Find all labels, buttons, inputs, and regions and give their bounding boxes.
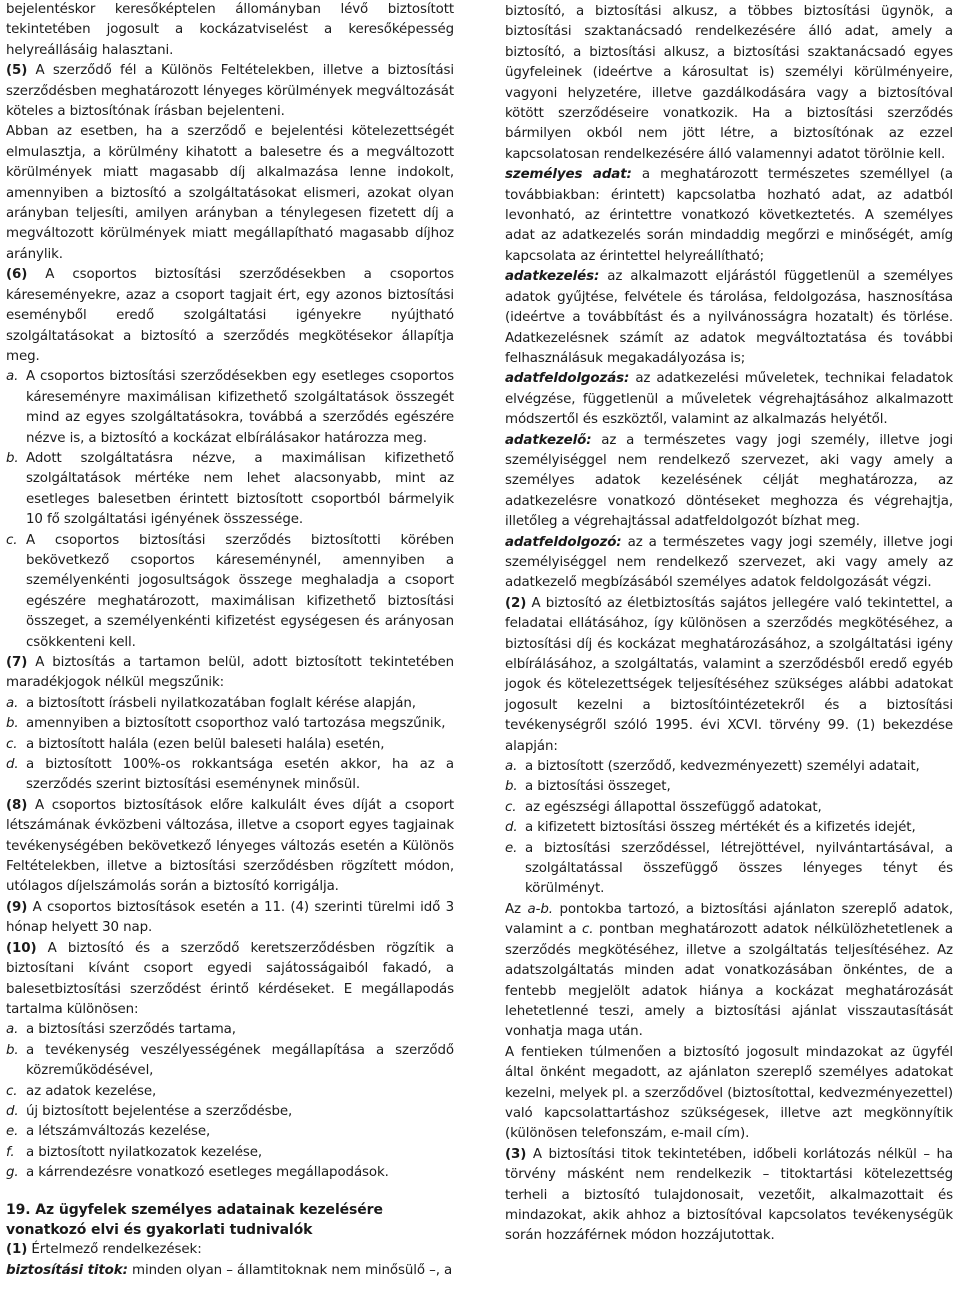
paragraph-text: pontban meghatározott adatok nélkülözhetetlenek a szerződés megkötéséhez, illetve a szolgáltatás teljesítéséhez. Az adatszolgáltatás minden adat vonatkozásában önkéntes, de a fentebb megjelölt adatok hiánya a kockázat meghatározását lehetetlenné teszi, amely a biztosítási ajánlat visszautasítását vonhatja maga után. [505,922,953,1040]
definition-term: biztosítási titok: [6,1262,128,1278]
list-item [6,1020,454,1040]
paragraph-number: (9) [6,899,28,915]
left-column [6,0,454,1281]
paragraph-text: A csoportos biztosítások előre kalkulált éves díját a csoport létszámának évközbeni változása, illetve a csoport egyes tagjainak tevékenységében bekövetkező lényeges változás esetén a Különös Feltételekben, illetve a biztosítási szerződésben rögzített módon, utólagos díjelszámolás során a biztosító korrigálja. [6,797,454,895]
list-marker: a. [6,695,19,711]
paragraph-number: (7) [6,655,28,670]
list-item [6,1082,454,1102]
list-marker: a. [505,759,518,775]
definition [505,165,953,267]
list-text: A csoportos biztosítási szerződésekben egy esetleges csoportos káreseményre maximálisan kifizethető szolgáltatások összegét mind az egyes szolgáltatásokra, továbbá a szerződés egészére nézve is, a biztosító a kockázat elbírálásakor határozza meg. [26,369,454,446]
list-marker: d. [6,1103,19,1119]
list-item [505,798,953,818]
list-text: a biztosítási összeget, [525,779,671,795]
definition-text: a meghatározott természetes személlyel (a továbbiakban: érintett) kapcsolatba hozható adat, az adatból levonható, az érintettre vonatkozó következtetés. A személyes adat az adatkezelés során mindaddig megőrzi e minőségét, amíg kapcsolata az érintettel helyreállítható; [505,167,954,264]
paragraph-9 [6,898,454,939]
point-reference: c. [582,922,594,938]
paragraph-7 [6,653,454,694]
list-text: a kárrendezésre vonatkozó esetleges megállapodások. [26,1165,389,1181]
list-marker: c. [6,1083,18,1099]
definition [505,431,953,533]
paragraph: bejelentéskor keresőképtelen állományban lévő biztosított tekintetében jogosult a kockázatviselést a keresőképesség helyreállásáig halasztani. [6,2,454,58]
list-item [6,694,454,714]
paragraph-number: (2) [505,595,527,611]
list-item [6,1122,454,1142]
paragraph-text: A biztosítási titok tekintetében, időbeli korlátozás nélkül – ha törvény másként nem rendelkezik – titoktartási kötelezettség terheli a biztosító tulajdonosait, vezetőit, alkalmazottait és mindazokat, akik ahhoz a biztosítóval kapcsolatos tevékenységük során hozzáférnek módon hozzájutottak. [505,1146,953,1244]
paragraph-8 [6,796,454,898]
definition-term: személyes adat: [505,167,632,183]
paragraph-text: Az [505,901,528,917]
right-column [505,2,953,1247]
paragraph-number: (5) [6,63,28,79]
paragraph-text: pontokba tartozó, a biztosítási ajánlaton szereplő adatok, valamint a [505,901,953,938]
definition [6,1261,454,1281]
list-text: a kifizetett biztosítási összeg mértékét és a kifizetés idejét, [525,820,916,836]
definition-text: az a természetes vagy jogi személy, illetve jogi személyiséggel nem rendelkező szervezet, aki vagy amely az adatkezelő megbízásából személyes adatok feldolgozását végzi. [505,534,953,591]
definition-term: adatkezelő: [505,432,592,448]
definition [505,533,953,594]
list-marker: b. [6,716,19,732]
list-text: a tevékenység veszélyességének megállapítása a szerződő közreműködésével, [26,1042,454,1079]
definition-text: minden olyan – államtitoknak nem minősülő –, a [127,1262,453,1278]
definition-term: adatfeldolgozó: [505,534,622,550]
list-text: a biztosított nyilatkozatok kezelése, [26,1144,263,1160]
paragraph-number: (10) [6,940,37,956]
list-text: a biztosított (szerződő, kedvezményezett) személyi adatait, [525,759,920,775]
list-marker: d. [6,757,19,773]
list-item [6,1102,454,1122]
list-marker: c. [505,799,517,815]
list-text: a biztosított halála (ezen belül baleseti halála) esetén, [26,736,385,752]
paragraph: biztosító, a biztosítási alkusz, a többes biztosítási ügynök, a biztosítási szaktanácsadó rendelkezésére álló adat, amely a biztosító, a biztosítási alkusz, a biztosítási szaktanácsadó egyes ügyfeleinek (ideértve a károsultat is) személyi körülményeire, vagyoni helyzetére, illetve gazdálkodására vagy a biztosítóval kötött szerződéseire vonatkozik. Ha a biztosítási szerződés bármilyen okból nem jött létre, a biztosítónak az ezzel kapcsolatosan rendelkezésére álló valamennyi adatot törölnie kell. [505,4,953,162]
definition [505,369,953,430]
list-text: a biztosítási szerződés tartama, [26,1022,236,1038]
list-item [6,367,454,449]
list-marker: d. [505,820,518,836]
list-marker: a. [6,369,19,385]
list-item [505,777,953,797]
paragraph-s1 [6,1240,454,1260]
paragraph-number: (1) [6,1242,28,1258]
section-number: 19. [6,1201,31,1218]
list-item [505,839,953,900]
list-item [6,1041,454,1082]
paragraph-text: A biztosítás a tartamon belül, adott biztosított tekintetében maradékjogok nélkül megszűnik: [6,655,454,691]
list-text: új biztosított bejelentése a szerződésbe, [26,1103,293,1119]
list-item [6,714,454,734]
list-text: az adatok kezelése, [26,1083,157,1099]
paragraph-6 [6,265,454,367]
list-item [6,531,454,653]
paragraph-text: Értelmező rendelkezések: [27,1242,202,1258]
paragraph-text: A szerződő fél a Különös Feltételekben, illetve a biztosítási szerződésben meghatározott lényeges körülmények megváltozását köteles a biztosítónak írásban bejelenteni. [6,63,454,120]
list-item [6,755,454,796]
list-text: a létszámváltozás kezelése, [26,1124,211,1140]
list-marker: b. [6,1042,19,1058]
list-text: Adott szolgáltatásra nézve, a maximálisan kifizethető szolgáltatások mértéke nem lehet alacsonyabb, mint az esetleges balesetben érintett biztosított csoportból bármelyik 10 fő szolgáltatási igényének összessége. [26,450,454,528]
paragraph-text: A csoportos biztosítások esetén a 11. (4) szerinti türelmi idő 3 hónap helyett 30 nap. [6,899,454,936]
list-marker: b. [505,779,518,795]
list-text: a biztosítási szerződéssel, létrejöttével, nyilvántartásával, a szolgáltatással összefüggő összes lényeges tényt és körülményt. [525,840,953,897]
list-marker: c. [6,532,18,548]
paragraph-2 [505,594,953,757]
list-item [505,818,953,838]
definition-term: adatkezelés: [505,269,600,285]
definition-text: az a természetes vagy jogi személy, illetve jogi személyiséggel nem rendelkező szervezet, aki vagy amely a személyes adatok kezelésének célját meghatározza, az adatkezelésre vonatkozó döntéseket meghozza és végrehajtja, illetőleg a végrehajtással adatfeldolgozót bízhat meg. [505,432,953,530]
paragraph-text: A biztosító és a szerződő keretszerződésben rögzítik a biztosítani kívánt csoport egyedi sajátosságaiból fakadó, a balesetbiztosítási szerződést érintő kérdéseket. E megállapodás tartalma különösen: [6,940,454,1017]
paragraph: Abban az esetben, ha a szerződő e bejelentési kötelezettségét elmulasztja, a körülmény kihatott a balesetre és a megváltozott körülmények miatt magasabb díj alkalmazása lenne indokolt, amennyiben a biztosító a szolgáltatásokat elismeri, azokat olyan arányban teljesíti, amilyen arányban a ténylegesen fizetett díj a megváltozott körülmények miatt megállapítható magasabb díjhoz aránylik. [6,124,454,262]
definition-text: az alkalmazott eljárástól függetlenül a személyes adatok gyűjtése, felvétele és tárolása, feldolgozása, hasznosítása (ideértve a továbbítást és a nyilvánosságra hozatalt) és törlése. Adatkezelésnek számít az adatok megváltoztatása és további felhasználásuk megakadályozása is; [505,269,953,366]
list-item [6,1163,454,1183]
point-reference: a-b. [527,901,553,917]
paragraph-text: A csoportos biztosítási szerződésekben a csoportos káreseményekre, azaz a csoport tagjait ért, egy azonos biztosítási eseményből eredő szolgáltatási igényekre nyújtható szolgáltatásokat a biztosító a szerződés megkötésekor állapítja meg. [6,267,454,364]
list-text: A csoportos biztosítási szerződés biztosítotti körében bekövetkező csoportos káreseménynél, amennyiben a személyenkénti jogosultságok összege meghaladja a csoport egészére meghatározott, maximálisan kifizethető biztosítási összeget, a személyenkénti kifizetést egységesen és arányosan csökkenteni kell. [26,532,454,650]
definition-text: az adatkezelési műveletek, technikai feladatok elvégzése, függetlenül a műveletek végrehajtásához alkalmazott módszertől és eszköztől, valamint az alkalmazás helyétől. [505,371,953,428]
paragraph: A fentieken túlmenően a biztosító jogosult mindazokat az ügyfél által önként megadott, az ajánlaton szereplő személyes adatokat kezelni, melyek pl. a szerződővel (biztosítottal, kedvezményezettel) való kapcsolattartáshoz szükségesek, illetve azt megkönnyítik (különösen telefonszám, e-mail cím). [505,1044,953,1142]
list-text: a biztosított írásbeli nyilatkozatában foglalt kérése alapján, [26,695,416,711]
paragraph-number: (8) [6,797,28,813]
paragraph-number: (3) [505,1146,527,1162]
list-text: a biztosított 100%-os rokkantsága esetén akkor, ha az a szerződés szerint biztosítási eseménynek minősül. [26,757,454,793]
list-marker: f. [6,1144,15,1160]
paragraph [505,900,953,1043]
section-heading [6,1200,454,1241]
list-item [505,757,953,777]
list-item [6,449,454,531]
paragraph-number: (6) [6,267,28,283]
list-marker: a. [6,1022,19,1038]
list-text: amennyiben a biztosított csoporthoz való tartozása megszűnik, [26,716,446,732]
list-text: az egészségi állapottal összefüggő adatokat, [525,799,822,815]
list-marker: b. [6,450,19,466]
paragraph-text: A biztosító az életbiztosítás sajátos jellegére való tekintettel, a feladatai ellátásához, így különösen a szerződés megkötéséhez, a biztosítási díj és kockázat meghatározásához, a szolgáltatási igény elbírálásához, a szolgáltatás, valamint a szerződésből eredő egyéb jogok és kötelezettségek teljesítéséhez szükséges alábbi adatokat jogosult kezelni a biztosítóintézetekről és a biztosítási tevékenységről szóló 1995. évi XCVI. törvény 99. (1) bekezdése alapján: [505,595,953,754]
paragraph-5 [6,61,454,122]
list-marker: c. [6,736,18,752]
definition-term: adatfeldolgozás: [505,371,630,387]
list-marker: e. [6,1124,19,1140]
list-item [6,735,454,755]
list-item [6,1143,454,1163]
definition [505,267,953,369]
paragraph-10 [6,939,454,1021]
list-marker: g. [6,1165,19,1181]
list-marker: e. [505,840,518,856]
paragraph-3 [505,1145,953,1247]
section-title-text: Az ügyfelek személyes adatainak kezelésére vonatkozó elvi és gyakorlati tudnivalók [6,1201,383,1238]
